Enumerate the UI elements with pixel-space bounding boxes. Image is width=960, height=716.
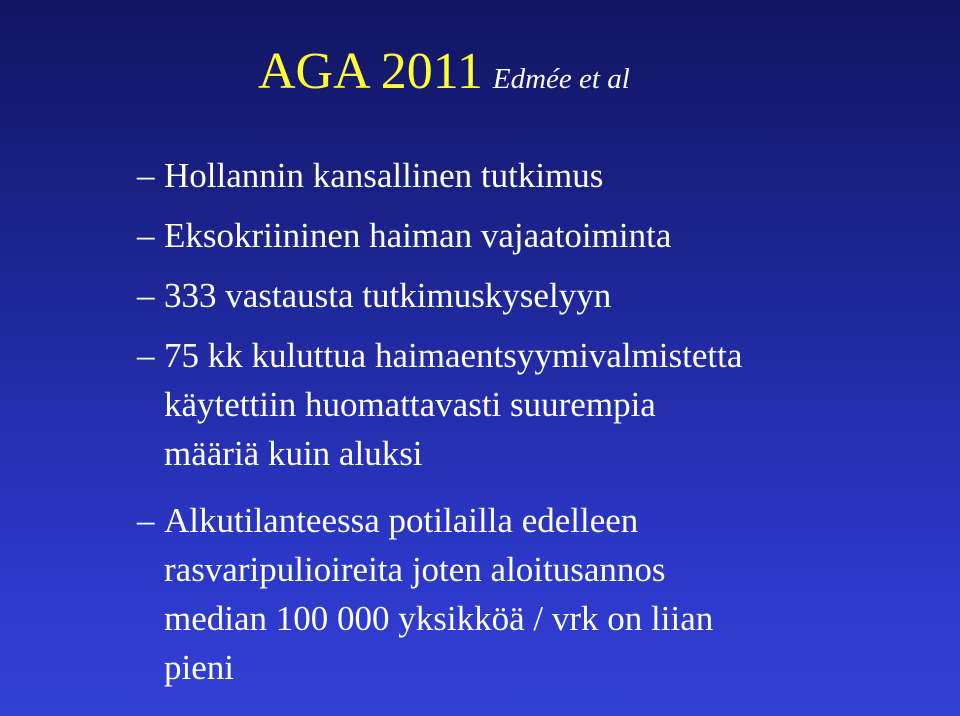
- bullet-item-5: [0, 496, 900, 692]
- title-main: AGA 2011: [258, 43, 483, 100]
- bullet-item-2: [0, 211, 900, 260]
- dash-marker: –: [137, 156, 155, 195]
- bullet-line: Alkutilanteessa potilailla edelleen: [164, 501, 639, 540]
- dash-marker: –: [137, 216, 155, 255]
- title-subtitle: Edmée et al: [492, 63, 630, 95]
- bullet-line: median 100 000 yksikköä / vrk on liian: [164, 599, 714, 638]
- bullet-line: 75 kk kuluttua haimaentsyymivalmistetta: [164, 336, 743, 375]
- bullet-line: käytettiin huomattavasti suurempia: [164, 385, 656, 424]
- bullet-line: Eksokriininen haiman vajaatoiminta: [164, 216, 672, 255]
- bullet-line: 333 vastausta tutkimuskyselyyn: [164, 276, 612, 315]
- dash-marker: –: [137, 501, 155, 540]
- bullet-item-3: [0, 271, 900, 320]
- bullet-line: pieni: [164, 648, 234, 687]
- bullet-item-4: [0, 331, 900, 478]
- dash-marker: –: [137, 276, 155, 315]
- bullet-line: määriä kuin aluksi: [164, 434, 423, 473]
- bullet-line: Hollannin kansallinen tutkimus: [164, 156, 604, 195]
- bullet-line: rasvaripulioireita joten aloitusannos: [164, 550, 666, 589]
- dash-marker: –: [137, 336, 155, 375]
- slide-title: [258, 43, 630, 100]
- bullet-item-1: [0, 151, 900, 200]
